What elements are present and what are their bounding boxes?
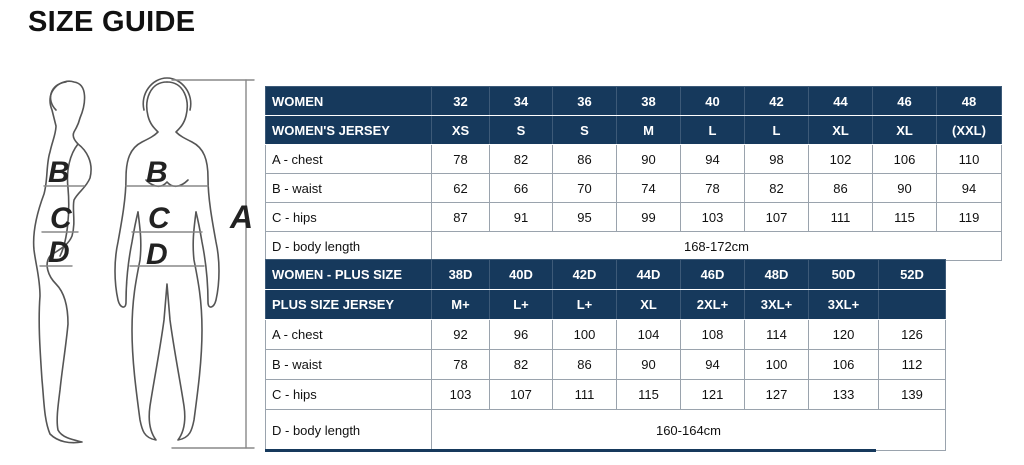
table-cell: 107 [745,203,809,232]
plus-size: 48D [745,260,809,290]
table-cell: 115 [873,203,937,232]
body-measurement-illustration [22,70,267,460]
table-cell: 115 [617,380,681,410]
table-row [266,380,946,410]
jersey-size: L+ [490,290,553,320]
jersey-size: 3XL+ [745,290,809,320]
table-cell: 94 [681,350,745,380]
chest-label-front: B [146,156,168,189]
plus-jersey-row [266,290,946,320]
table-cell: 91 [490,203,553,232]
table-cell: 127 [745,380,809,410]
table-cell: 112 [879,350,946,380]
women-size: 44 [809,87,873,116]
plus-size: 40D [490,260,553,290]
row-label: B - waist [266,174,432,203]
plus-size: 46D [681,260,745,290]
table-row [266,350,946,380]
women-header-label: WOMEN [266,87,432,116]
table-cell: 119 [937,203,1002,232]
plus-size: 52D [879,260,946,290]
jersey-size: M [617,116,681,145]
table-row [266,410,946,451]
table-cell: 100 [745,350,809,380]
women-size: 36 [553,87,617,116]
table-cell: 107 [490,380,553,410]
waist-label-front: C [148,202,170,235]
page-title: SIZE GUIDE [28,6,196,38]
table-cell: 90 [617,145,681,174]
plus-header-label: WOMEN - PLUS SIZE [266,260,432,290]
table-row [266,203,1002,232]
women-size: 46 [873,87,937,116]
table-cell: 66 [490,174,553,203]
table-cell: 78 [432,145,490,174]
table-cell: 121 [681,380,745,410]
table-cell: 104 [617,320,681,350]
table-cell: 86 [809,174,873,203]
table-cell: 90 [617,350,681,380]
jersey-size: M+ [432,290,490,320]
hips-label-front: D [146,238,168,271]
plus-jersey-label: PLUS SIZE JERSEY [266,290,432,320]
table-row [266,145,1002,174]
plus-header-row [266,260,946,290]
table-cell: 108 [681,320,745,350]
table-cell: 106 [809,350,879,380]
row-label: C - hips [266,203,432,232]
row-label: B - waist [266,350,432,380]
table-cell: 98 [745,145,809,174]
jersey-size: S [553,116,617,145]
table-cell: 92 [432,320,490,350]
jersey-size: L [681,116,745,145]
table-cell: 111 [553,380,617,410]
jersey-size: L+ [553,290,617,320]
body-length-value: 168-172cm [432,232,1002,261]
women-size-table [265,86,1002,261]
plus-size: 44D [617,260,681,290]
jersey-size: XL [809,116,873,145]
table-cell: 78 [432,350,490,380]
women-size: 34 [490,87,553,116]
table-cell: 111 [809,203,873,232]
table-cell: 126 [879,320,946,350]
table-cell: 86 [553,145,617,174]
row-label: A - chest [266,320,432,350]
jersey-size: XL [873,116,937,145]
women-size: 40 [681,87,745,116]
plus-size: 50D [809,260,879,290]
table-row [266,174,1002,203]
row-label: A - chest [266,145,432,174]
row-label: D - body length [266,410,432,451]
table-cell: 82 [745,174,809,203]
jersey-size: (XXL) [937,116,1002,145]
table-cell: 86 [553,350,617,380]
women-jersey-label: WOMEN'S JERSEY [266,116,432,145]
waist-label-side: C [50,202,72,235]
plus-size: 38D [432,260,490,290]
women-size: 38 [617,87,681,116]
table-cell: 70 [553,174,617,203]
table-cell: 120 [809,320,879,350]
women-size: 42 [745,87,809,116]
table-cell: 100 [553,320,617,350]
row-label: D - body length [266,232,432,261]
plus-size: 42D [553,260,617,290]
bottom-divider [265,449,876,452]
hips-label-side: D [48,236,70,269]
body-length-value: 160-164cm [432,410,946,451]
table-cell: 78 [681,174,745,203]
table-cell: 106 [873,145,937,174]
jersey-size [879,290,946,320]
table-cell: 102 [809,145,873,174]
jersey-size: 3XL+ [809,290,879,320]
table-cell: 82 [490,145,553,174]
jersey-size: L [745,116,809,145]
table-cell: 114 [745,320,809,350]
row-label: C - hips [266,380,432,410]
table-cell: 94 [937,174,1002,203]
height-label: A [230,199,254,235]
jersey-size: S [490,116,553,145]
table-cell: 103 [432,380,490,410]
chest-label-side: B [48,156,70,189]
table-cell: 74 [617,174,681,203]
table-row [266,320,946,350]
table-cell: 96 [490,320,553,350]
table-cell: 95 [553,203,617,232]
table-cell: 110 [937,145,1002,174]
table-cell: 94 [681,145,745,174]
plus-size-table [265,259,946,451]
table-cell: 87 [432,203,490,232]
jersey-size: 2XL+ [681,290,745,320]
table-cell: 133 [809,380,879,410]
women-jersey-row [266,116,1002,145]
table-cell: 99 [617,203,681,232]
table-cell: 103 [681,203,745,232]
jersey-size: XS [432,116,490,145]
women-header-row [266,87,1002,116]
table-cell: 82 [490,350,553,380]
table-row [266,232,1002,261]
women-size: 32 [432,87,490,116]
table-cell: 90 [873,174,937,203]
table-cell: 62 [432,174,490,203]
jersey-size: XL [617,290,681,320]
table-cell: 139 [879,380,946,410]
women-size: 48 [937,87,1002,116]
